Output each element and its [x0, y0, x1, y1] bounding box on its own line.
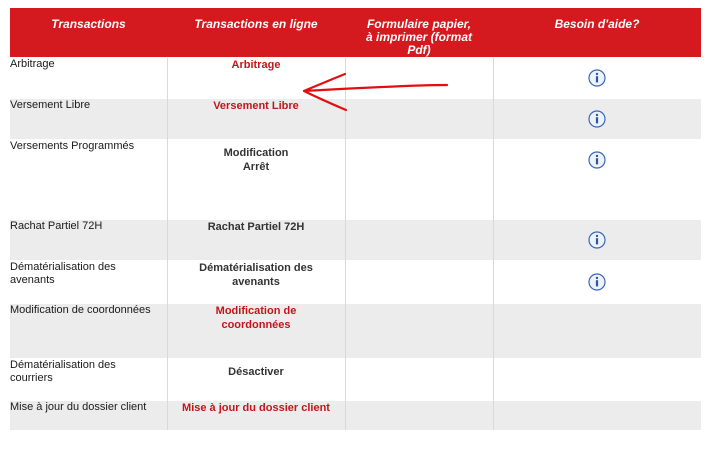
paper-form-cell — [345, 401, 493, 430]
link-line-1: Dématérialisation des — [199, 262, 313, 274]
online-cell — [167, 99, 345, 140]
arret-link[interactable]: Arrêt — [242, 161, 270, 173]
link-line-2: avenants — [232, 276, 280, 288]
row-label-line-2: courriers — [10, 372, 53, 384]
header-online: Transactions en ligne — [167, 8, 345, 58]
table-row — [10, 99, 701, 140]
help-cell — [493, 304, 701, 359]
info-icon[interactable] — [588, 273, 606, 291]
mise-a-jour-dossier-link[interactable]: Mise à jour du dossier client — [182, 402, 330, 414]
help-cell — [493, 58, 701, 99]
table-header-row — [10, 8, 701, 58]
row-label: Versements Programmés — [10, 140, 167, 220]
help-cell — [493, 359, 701, 401]
paper-form-cell — [345, 304, 493, 359]
modification-link[interactable]: Modification — [223, 147, 289, 159]
help-cell — [493, 401, 701, 430]
help-cell — [493, 220, 701, 261]
header-paper-line-1: Formulaire papier, — [366, 17, 472, 31]
link-line-2: coordonnées — [221, 319, 291, 331]
row-label — [10, 261, 167, 304]
online-cell — [167, 261, 345, 304]
table-row — [10, 140, 701, 220]
online-cell — [167, 220, 345, 261]
versement-libre-link[interactable]: Versement Libre — [213, 100, 299, 112]
table-row — [10, 58, 701, 99]
online-cell — [167, 140, 345, 220]
online-cell — [167, 304, 345, 359]
paper-form-cell — [345, 140, 493, 220]
arbitrage-link[interactable]: Arbitrage — [231, 59, 281, 71]
link-line-1: Modification de — [215, 305, 297, 317]
row-label — [10, 359, 167, 401]
row-label: Versement Libre — [10, 99, 167, 140]
header-paper-line-2: à imprimer (format — [365, 30, 473, 44]
table-row — [10, 304, 701, 359]
paper-form-cell — [345, 99, 493, 140]
row-label-line-1: Dématérialisation des — [10, 359, 116, 371]
info-icon[interactable] — [588, 151, 606, 169]
table-row — [10, 261, 701, 304]
table-row — [10, 359, 701, 401]
online-cell — [167, 359, 345, 401]
row-label-line-2: avenants — [10, 274, 55, 286]
table-row — [10, 401, 701, 430]
row-label: Arbitrage — [10, 58, 167, 99]
header-transactions: Transactions — [10, 8, 167, 58]
row-label: Modification de coordonnées — [10, 304, 167, 359]
modification-coordonnees-link[interactable] — [216, 304, 297, 332]
help-cell — [493, 140, 701, 220]
paper-form-cell — [345, 220, 493, 261]
help-cell — [493, 99, 701, 140]
row-label-line-1: Dématérialisation des — [10, 261, 116, 273]
online-cell — [167, 401, 345, 430]
desactiver-link[interactable]: Désactiver — [228, 366, 284, 378]
info-icon[interactable] — [588, 69, 606, 87]
info-icon[interactable] — [588, 110, 606, 128]
header-paper-line-3: Pdf) — [407, 43, 431, 57]
online-cell — [167, 58, 345, 99]
header-paper-form — [345, 8, 493, 58]
paper-form-cell — [345, 58, 493, 99]
paper-form-cell — [345, 261, 493, 304]
transactions-table — [10, 8, 701, 430]
dematerialisation-avenants-link[interactable] — [199, 261, 313, 289]
header-help: Besoin d'aide? — [493, 8, 701, 58]
row-label: Rachat Partiel 72H — [10, 220, 167, 261]
row-label: Mise à jour du dossier client — [10, 401, 167, 430]
help-cell — [493, 261, 701, 304]
rachat-partiel-link[interactable]: Rachat Partiel 72H — [207, 221, 305, 233]
info-icon[interactable] — [588, 231, 606, 249]
table-row — [10, 220, 701, 261]
paper-form-cell — [345, 359, 493, 401]
